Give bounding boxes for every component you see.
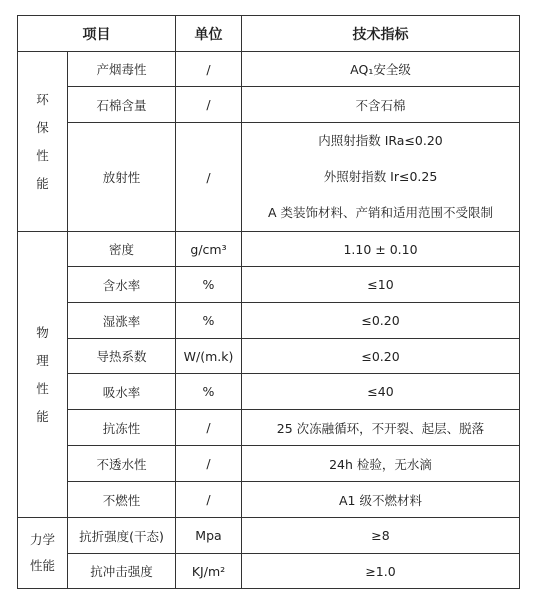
row-name: 抗冻性 bbox=[68, 410, 176, 446]
header-row bbox=[18, 16, 520, 52]
row-name: 不燃性 bbox=[68, 482, 176, 518]
spec-table bbox=[17, 15, 520, 589]
row-value: 24h 检验，无水滴 bbox=[242, 446, 520, 482]
row-value: 不含石棉 bbox=[242, 87, 520, 123]
row-value: ≥1.0 bbox=[242, 554, 520, 589]
row-value: A1 级不燃材料 bbox=[242, 482, 520, 518]
row-unit: / bbox=[176, 410, 242, 446]
table-row bbox=[18, 87, 520, 123]
table-row bbox=[18, 482, 520, 518]
row-value: ≤10 bbox=[242, 267, 520, 303]
header-unit: 单位 bbox=[176, 16, 242, 52]
table-row bbox=[18, 446, 520, 482]
table-row bbox=[18, 374, 520, 410]
row-unit: / bbox=[176, 446, 242, 482]
table-row bbox=[18, 339, 520, 374]
table-row bbox=[18, 518, 520, 554]
row-name: 石棉含量 bbox=[68, 87, 176, 123]
row-unit: / bbox=[176, 482, 242, 518]
table-row bbox=[18, 303, 520, 339]
table-row bbox=[18, 554, 520, 589]
category-mech: 力学 性能 bbox=[18, 518, 68, 589]
value-line: A 类装饰材料、产销和适用范围不受限制 bbox=[267, 205, 494, 220]
header-project: 项目 bbox=[18, 16, 176, 52]
row-value: 1.10 ± 0.10 bbox=[242, 232, 520, 267]
row-unit: / bbox=[176, 52, 242, 87]
row-name: 湿涨率 bbox=[68, 303, 176, 339]
row-unit: % bbox=[176, 303, 242, 339]
value-line: 内照射指数 IRa≤0.20 bbox=[318, 133, 443, 148]
value-line: 外照射指数 Ir≤0.25 bbox=[323, 169, 438, 184]
row-unit: / bbox=[176, 87, 242, 123]
row-value: 25 次冻融循环，不开裂、起层、脱落 bbox=[242, 410, 520, 446]
row-name: 产烟毒性 bbox=[68, 52, 176, 87]
row-name: 放射性 bbox=[68, 123, 176, 232]
row-unit: / bbox=[176, 123, 242, 232]
row-value: ≤0.20 bbox=[242, 303, 520, 339]
row-unit: % bbox=[176, 374, 242, 410]
row-value: ≤0.20 bbox=[242, 339, 520, 374]
table-row bbox=[18, 410, 520, 446]
header-index: 技术指标 bbox=[242, 16, 520, 52]
category-phys: 物 理 性 能 bbox=[18, 232, 68, 518]
row-value: ≥8 bbox=[242, 518, 520, 554]
row-unit: KJ/m² bbox=[176, 554, 242, 589]
row-unit: W/(m.k) bbox=[176, 339, 242, 374]
table-row bbox=[18, 232, 520, 267]
category-env: 环 保 性 能 bbox=[18, 52, 68, 232]
row-name: 导热系数 bbox=[68, 339, 176, 374]
row-unit: % bbox=[176, 267, 242, 303]
row-value: ≤40 bbox=[242, 374, 520, 410]
table-row bbox=[18, 52, 520, 87]
row-value: AQ₁安全级 bbox=[242, 52, 520, 87]
table-row bbox=[18, 123, 520, 232]
row-unit: Mpa bbox=[176, 518, 242, 554]
row-name: 不透水性 bbox=[68, 446, 176, 482]
row-name: 抗冲击强度 bbox=[68, 554, 176, 589]
row-value-multi bbox=[242, 123, 520, 232]
row-name: 含水率 bbox=[68, 267, 176, 303]
row-unit: g/cm³ bbox=[176, 232, 242, 267]
row-name: 吸水率 bbox=[68, 374, 176, 410]
row-name: 密度 bbox=[68, 232, 176, 267]
row-name: 抗折强度(干态) bbox=[68, 518, 176, 554]
table-row bbox=[18, 267, 520, 303]
